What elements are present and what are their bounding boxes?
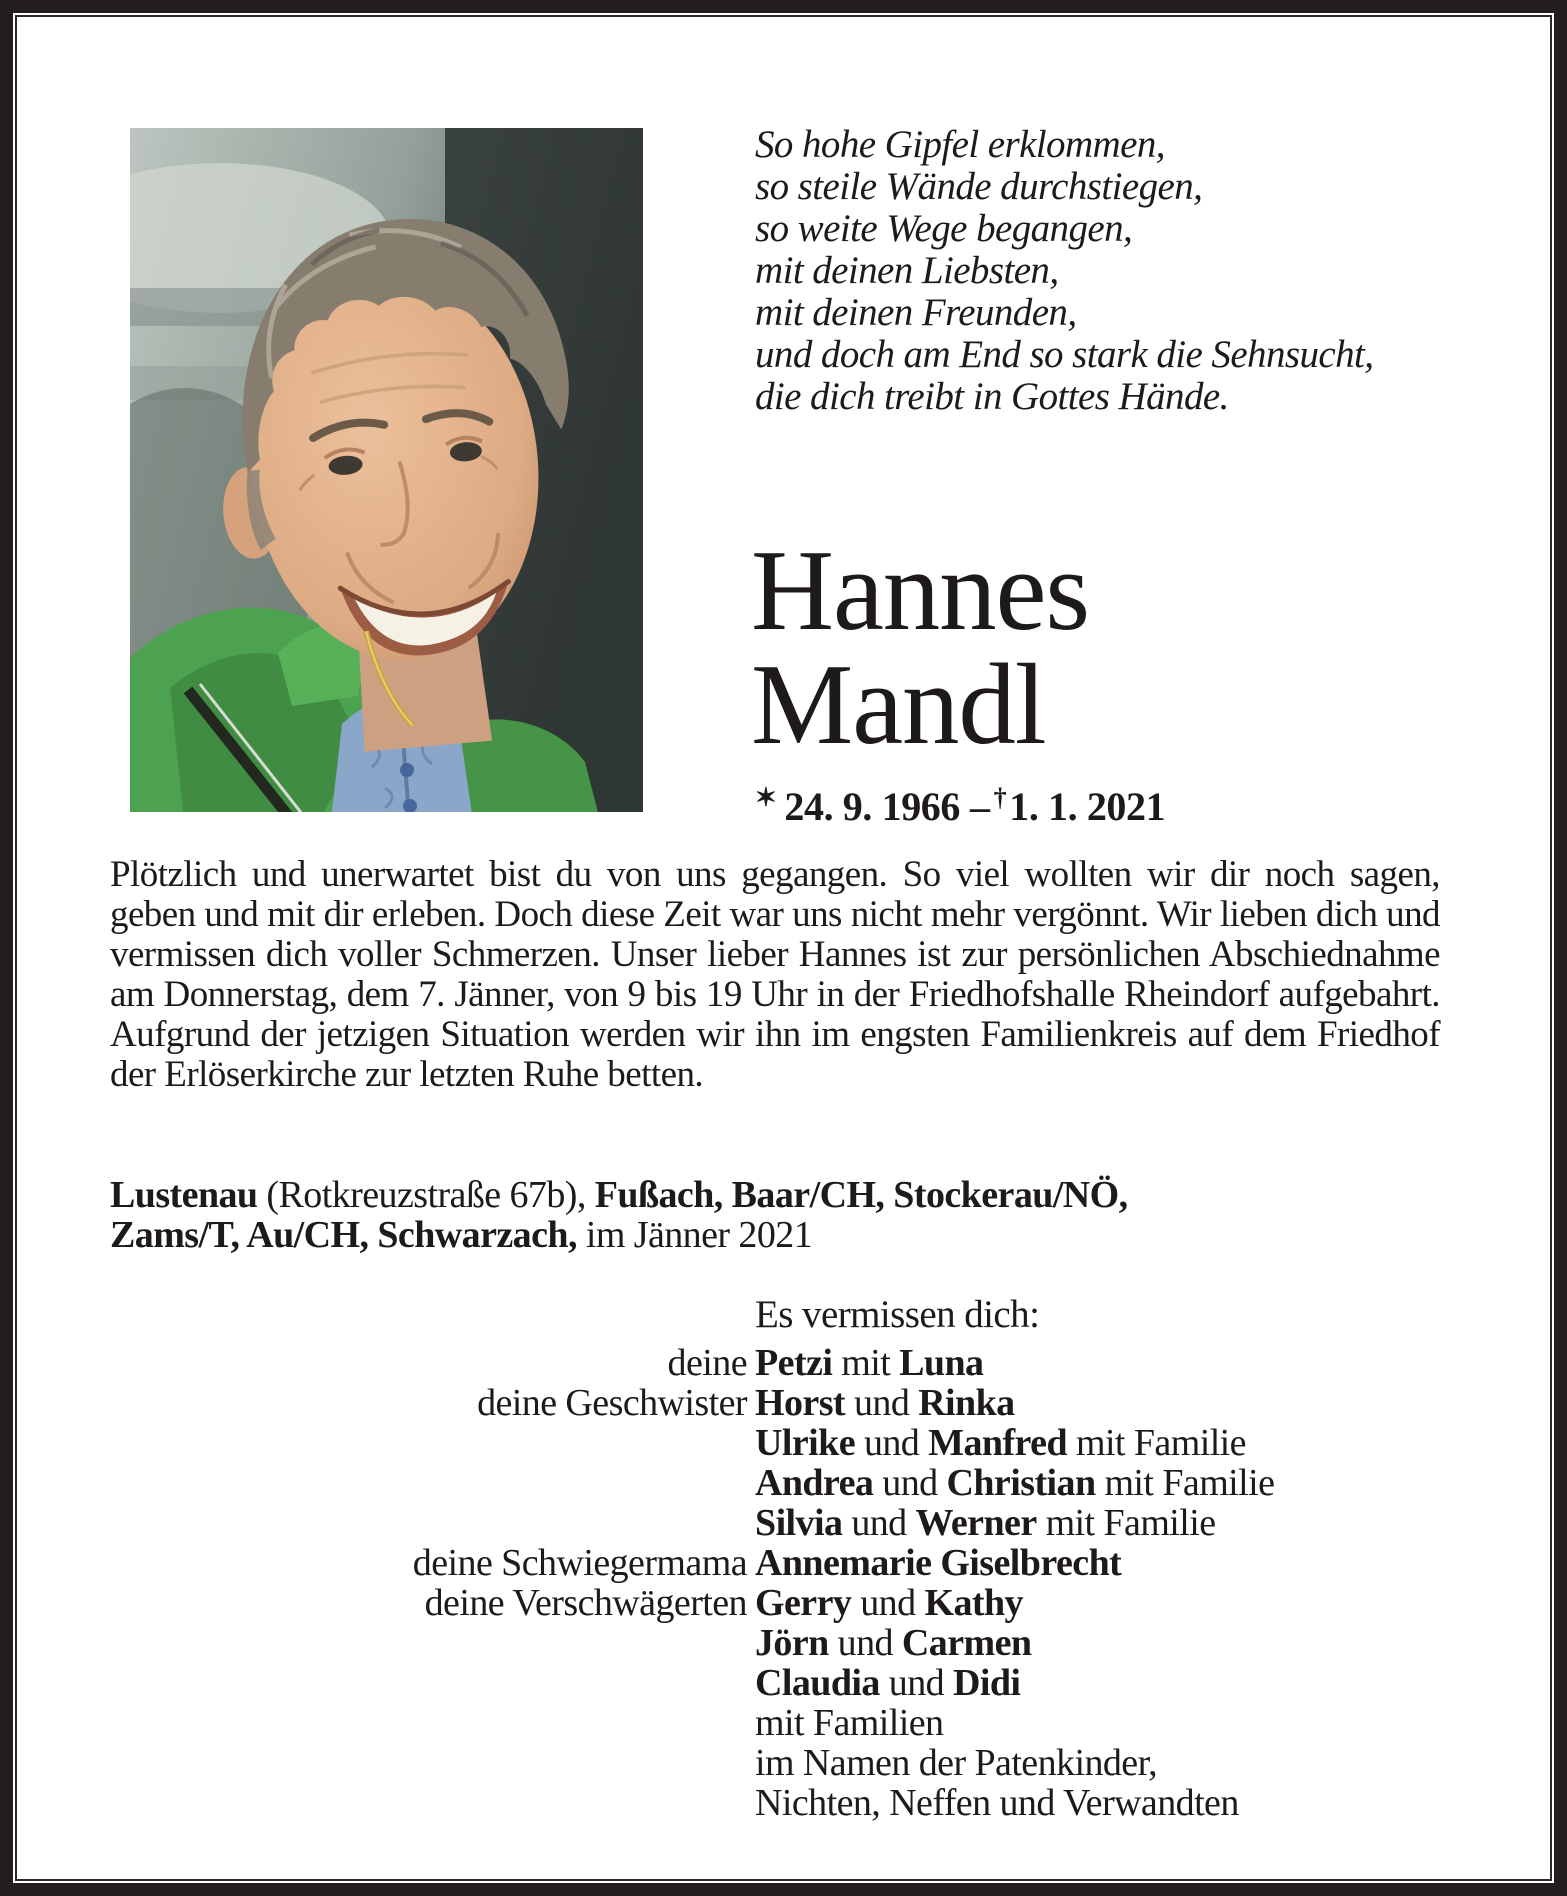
mourner-role-label — [110, 1503, 755, 1543]
bold-text-segment: Annemarie Giselbrecht — [755, 1542, 1122, 1584]
mourners-list — [110, 1343, 1455, 1823]
mourners-header: Es vermissen dich: — [755, 1293, 1040, 1336]
poem-line: die dich treibt in Gottes Hände. — [755, 375, 1229, 418]
mourner-role-label: deine Schwiegermama — [412, 1542, 747, 1584]
bold-text-segment: Rinka — [918, 1382, 1015, 1424]
portrait-illustration — [130, 128, 643, 812]
mourner-row — [110, 1343, 1455, 1383]
mourner-role-label — [110, 1663, 755, 1703]
mourner-row — [110, 1743, 1455, 1783]
bold-text-segment: Kathy — [924, 1582, 1023, 1624]
text-segment: im Namen der Patenkinder, — [755, 1742, 1158, 1784]
bold-text-segment: Manfred — [928, 1422, 1068, 1464]
deceased-last-name: Mandl — [751, 641, 1046, 768]
bold-text-segment: Silvia — [755, 1502, 843, 1544]
mourner-role-label — [110, 1623, 755, 1663]
mourner-names — [755, 1583, 1455, 1623]
text-segment: und — [828, 1622, 902, 1664]
mourner-role-label — [110, 1743, 755, 1783]
text-segment: und — [879, 1662, 953, 1704]
family-locations — [110, 1175, 1455, 1255]
text-segment: und — [851, 1582, 925, 1624]
mourners-section — [110, 1295, 1455, 1823]
bold-text-segment: Ulrike — [755, 1422, 856, 1464]
mourner-role-label — [110, 1703, 755, 1743]
bold-text-segment: Petzi — [755, 1342, 833, 1384]
mourner-row — [110, 1783, 1455, 1823]
text-segment: und — [842, 1502, 916, 1544]
text-segment: Nichten, Neffen und Verwandten — [755, 1782, 1239, 1824]
bold-text-segment: Gerry — [755, 1582, 852, 1624]
poem-line: so steile Wände durchstiegen, — [755, 165, 1203, 208]
bold-text-segment: Didi — [953, 1662, 1021, 1704]
mourner-role-label — [110, 1783, 755, 1823]
death-date: 1. 1. 2021 — [1009, 784, 1166, 829]
life-dates — [755, 776, 1165, 829]
mourner-role-label — [110, 1463, 755, 1503]
bold-text-segment: Jörn — [755, 1622, 829, 1664]
birth-date: 24. 9. 1966 — [784, 784, 960, 829]
mourner-row — [110, 1623, 1455, 1663]
bold-text-segment: Andrea — [755, 1462, 874, 1504]
obituary-paragraph: Plötzlich und unerwartet bist du von uns gegangen. So viel wollten wir dir noch sagen, geben und mit dir erleben. Doch diese Zeit war uns nicht mehr vergönnt. Wir lieben dich und vermissen dich voller Schmerzen. Unser lieber Hannes ist zur persönlichen Abschiednahme am Donnerstag, dem 7. Jänner, von 9 bis 19 Uhr in der Friedhofshalle Rheindorf aufgebahrt. Aufgrund der jetzigen Situation werden wir ihn im engsten Familienkreis auf dem Friedhof der Erlöserkirche zur letzten Ruhe betten. — [110, 854, 1440, 1095]
poem-line: So hohe Gipfel erklommen, — [755, 123, 1165, 166]
mourner-names — [755, 1703, 1455, 1743]
text-segment: mit Familien — [755, 1702, 944, 1744]
mourner-row — [110, 1383, 1455, 1423]
mourner-names — [755, 1623, 1455, 1663]
mourner-role-label: deine Geschwister — [477, 1382, 747, 1424]
mourner-names — [755, 1423, 1455, 1463]
portrait-photo — [130, 128, 643, 812]
bold-text-segment: Horst — [755, 1382, 846, 1424]
mourner-names — [755, 1743, 1455, 1783]
bold-text-segment: Luna — [899, 1342, 984, 1384]
mourner-role-label — [110, 1423, 755, 1463]
bold-text-segment: Claudia — [755, 1662, 880, 1704]
mourner-names — [755, 1383, 1455, 1423]
mourner-names — [755, 1663, 1455, 1703]
deceased-name — [751, 527, 1089, 768]
text-segment: mit — [832, 1342, 900, 1384]
mourner-names — [755, 1463, 1455, 1503]
text-segment: mit Familie — [1095, 1462, 1275, 1504]
mourner-row — [110, 1463, 1455, 1503]
mourner-names — [755, 1543, 1455, 1583]
text-segment: mit Familie — [1067, 1422, 1246, 1464]
mourner-row — [110, 1703, 1455, 1743]
text-segment: im Jänner 2021 — [576, 1214, 813, 1256]
death-cross-symbol: † — [993, 783, 1007, 812]
text-segment: und — [873, 1462, 947, 1504]
mourner-row — [110, 1583, 1455, 1623]
mourner-row — [110, 1663, 1455, 1703]
mourner-row — [110, 1543, 1455, 1583]
poem-line: mit deinen Freunden, — [755, 291, 1077, 334]
memorial-poem — [755, 124, 1435, 418]
mourner-names — [755, 1783, 1455, 1823]
poem-line: so weite Wege begangen, — [755, 207, 1133, 250]
mourner-row — [110, 1503, 1455, 1543]
bold-text-segment: Zams/T, Au/CH, Schwarzach, — [110, 1214, 577, 1256]
birth-star-symbol: ✶ — [755, 783, 777, 812]
bold-text-segment: Fußach, Baar/CH, Stockerau/NÖ, — [594, 1174, 1128, 1216]
mourner-row — [110, 1423, 1455, 1463]
mourner-role-label: deine Verschwägerten — [424, 1582, 747, 1624]
deceased-first-name: Hannes — [751, 527, 1089, 654]
text-segment: mit Familie — [1036, 1502, 1216, 1544]
dates-separator: – — [970, 784, 990, 829]
mourner-names — [755, 1503, 1455, 1543]
bold-text-segment: Lustenau — [110, 1174, 258, 1216]
bold-text-segment: Christian — [946, 1462, 1096, 1504]
text-segment: (Rotkreuzstraße 67b), — [257, 1174, 595, 1216]
text-segment: und — [845, 1382, 919, 1424]
mourner-role-label: deine — [667, 1342, 747, 1384]
bold-text-segment: Werner — [915, 1502, 1037, 1544]
mourner-names — [755, 1343, 1455, 1383]
poem-line: und doch am End so stark die Sehnsucht, — [755, 333, 1374, 376]
poem-line: mit deinen Liebsten, — [755, 249, 1059, 292]
bold-text-segment: Carmen — [901, 1622, 1032, 1664]
text-segment: und — [855, 1422, 929, 1464]
